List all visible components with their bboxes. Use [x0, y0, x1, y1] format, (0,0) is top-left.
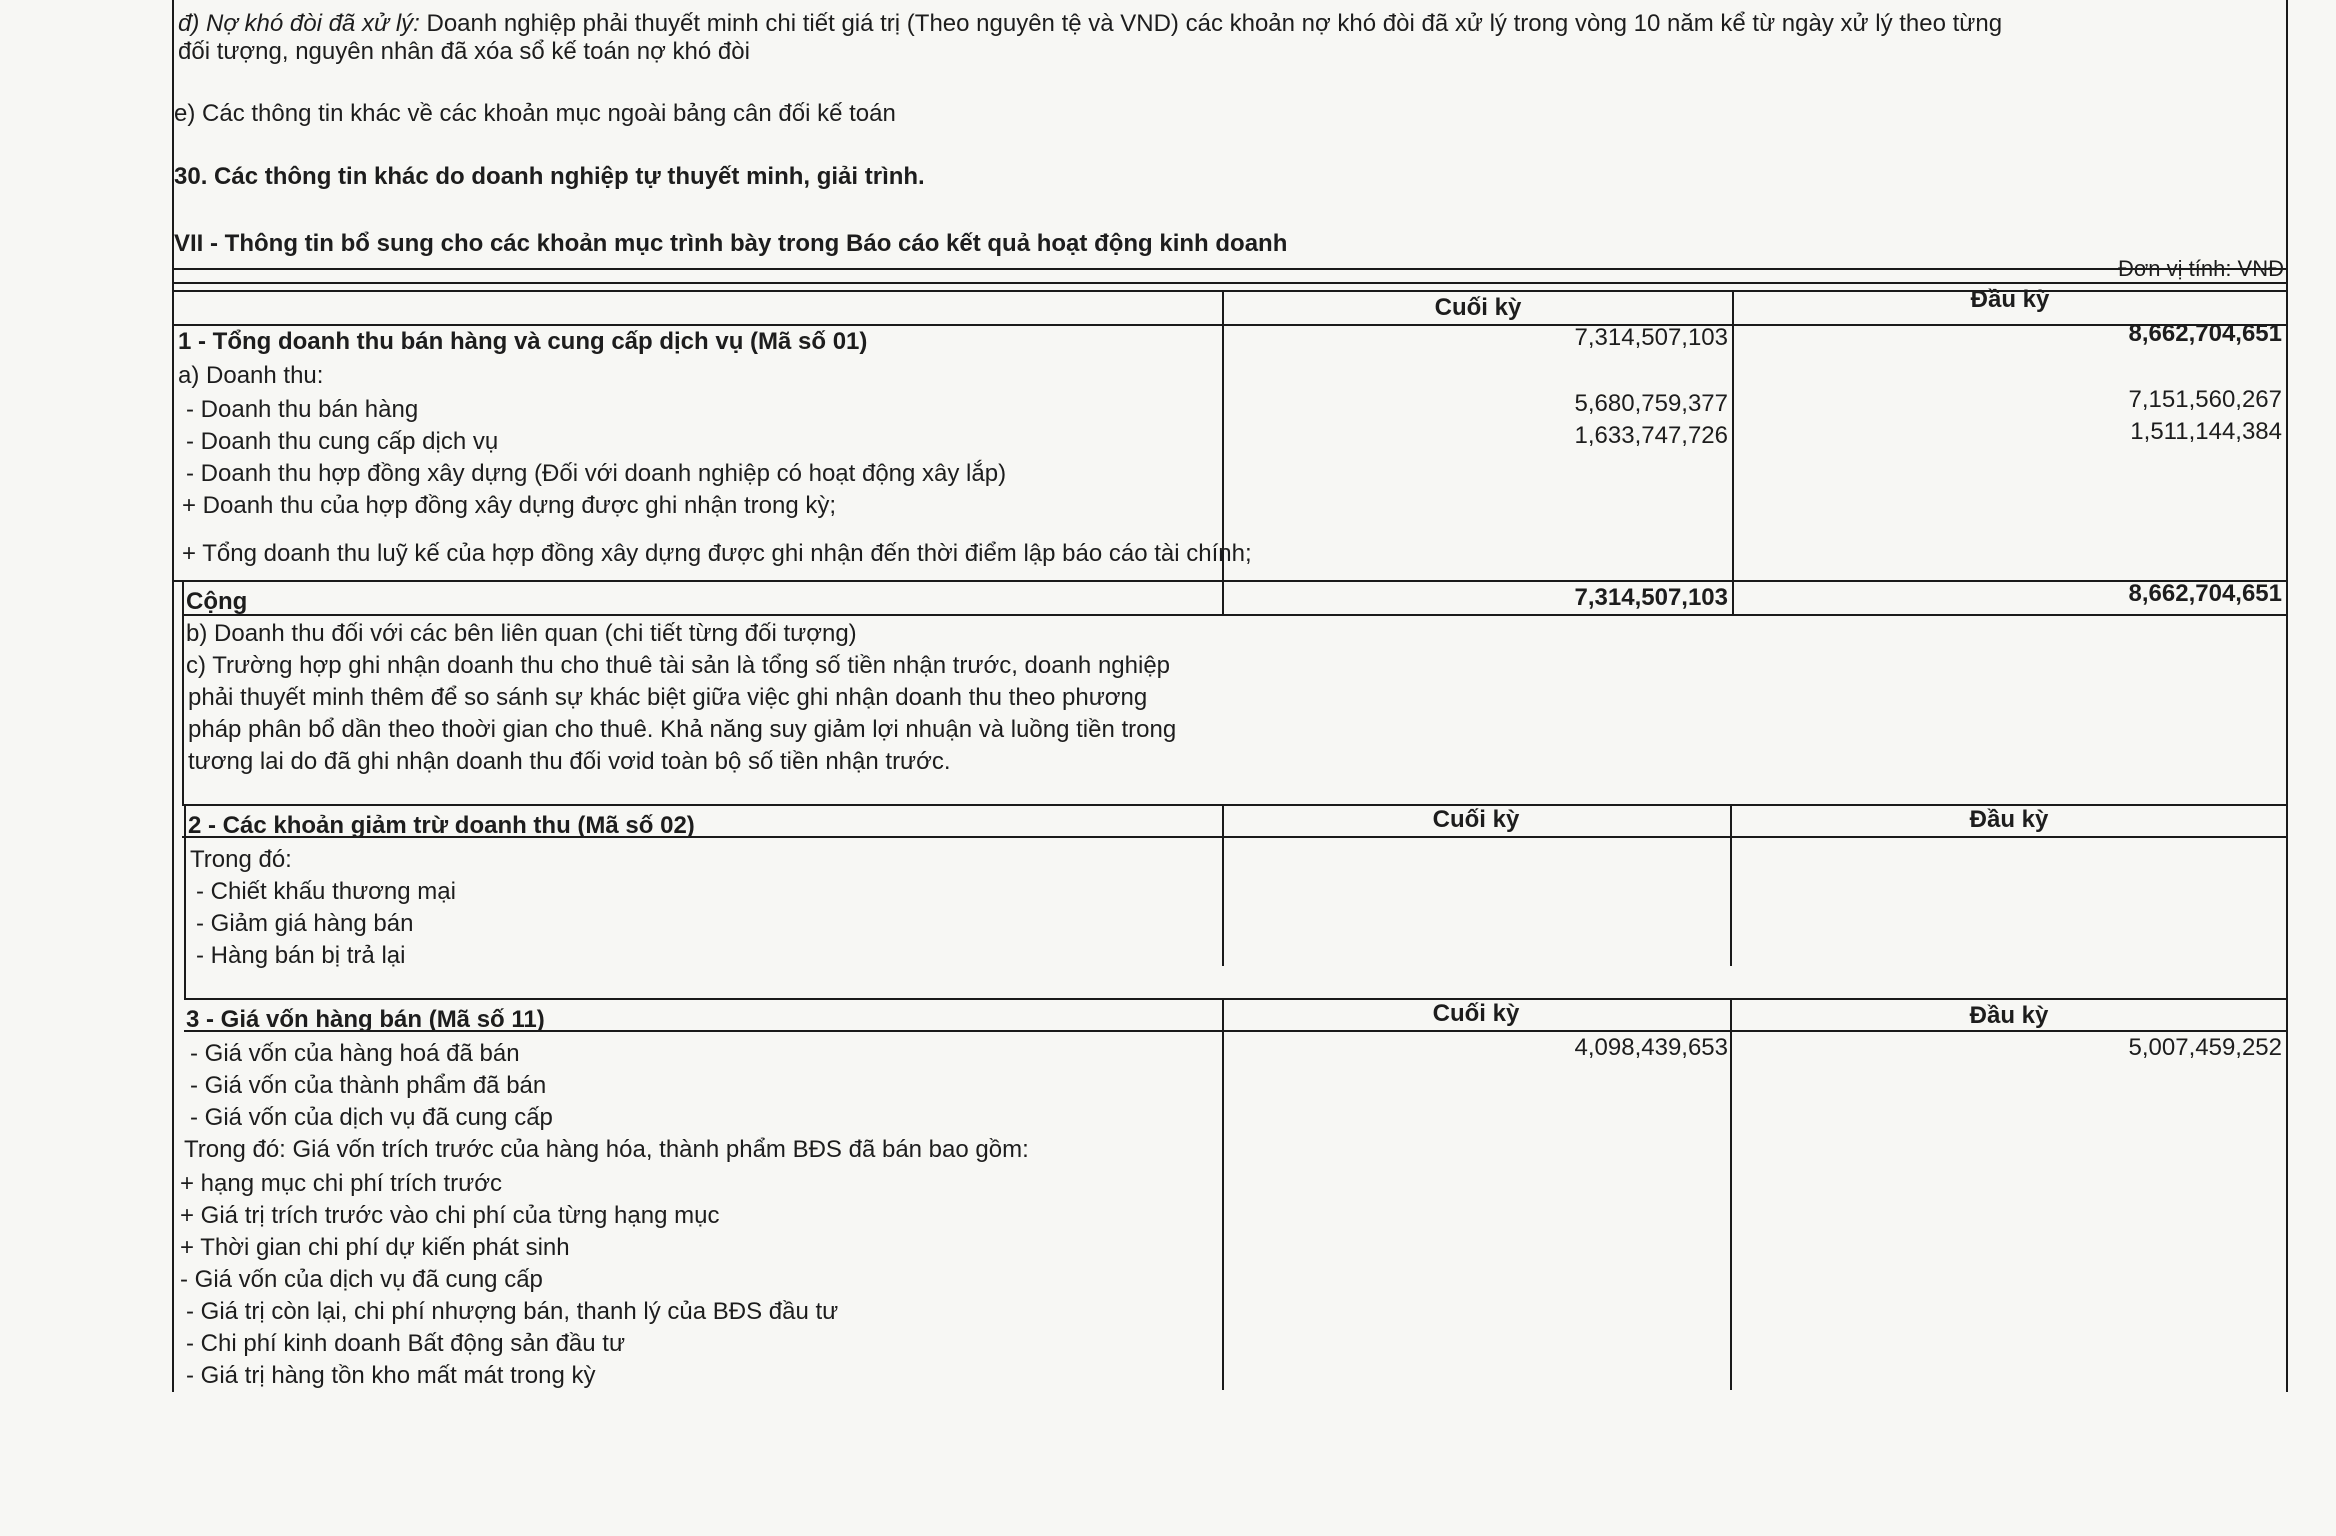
item-d-line1 [178, 10, 2002, 38]
s2-row: - Hàng bán bị trả lại [196, 942, 406, 969]
s3-row-label: + hạng mục chi phí trích trước [180, 1170, 502, 1197]
s1-total-end-value: 7,314,507,103 [1574, 584, 1728, 611]
s3-col-header-end: Cuối kỳ [1432, 1000, 1520, 1027]
s2-row: Trong đó: [190, 846, 292, 873]
s1-total-begin-value: 8,662,704,651 [2128, 580, 2282, 607]
rule-top-2 [172, 282, 2288, 284]
s3-row-label: + Thời gian chi phí dự kiến phát sinh [180, 1234, 570, 1261]
section-30-heading: 30. Các thông tin khác do doanh nghiệp tự thuyết minh, giải trình. [174, 163, 925, 190]
s1-note-b: b) Doanh thu đối với các bên liên quan (chi tiết từng đối tượng) [186, 620, 857, 647]
section-vii-heading: VII - Thông tin bổ sung cho các khoản mục trình bày trong Báo cáo kết quả hoạt động kinh doanh [174, 230, 1288, 257]
s1-note-c-line: c) Trường hợp ghi nhận doanh thu cho thuê tài sản là tổng số tiền nhận trước, doanh nghiệp [186, 652, 1171, 679]
s1-row-label: + Doanh thu của hợp đồng xây dựng được ghi nhận trong kỳ; [182, 492, 837, 519]
s1-revenue-label: a) Doanh thu: [178, 362, 324, 389]
s3-row-label: - Giá vốn của thành phẩm đã bán [190, 1072, 547, 1099]
s1-row-begin-value: 1,511,144,384 [2130, 418, 2282, 445]
s3-title: 3 - Giá vốn hàng bán (Mã số 11) [186, 1006, 545, 1033]
s3-row-label: Trong đó: Giá vốn trích trước của hàng hóa, thành phẩm BĐS đã bán bao gồm: [184, 1136, 1029, 1163]
s3-row-label: - Giá trị hàng tồn kho mất mát trong kỳ [186, 1362, 596, 1389]
s2-row: - Giảm giá hàng bán [196, 910, 414, 937]
s2-col-header-begin: Đầu kỳ [1969, 806, 2049, 833]
s1-row-label: - Doanh thu bán hàng [186, 396, 419, 423]
outer-right-border [2286, 0, 2288, 1392]
item-d-prefix: đ) Nợ khó đòi đã xử lý: [178, 10, 420, 37]
s1-title-begin-value: 8,662,704,651 [2128, 320, 2282, 347]
s1-row-label: - Doanh thu cung cấp dịch vụ [186, 428, 499, 455]
s1-row-begin-value: 7,151,560,267 [2128, 386, 2282, 413]
s3-row-end-value: 4,098,439,653 [1574, 1034, 1728, 1061]
s1-inner-left-border [182, 580, 184, 806]
s3-row-label: - Chi phí kinh doanh Bất động sản đầu tư [186, 1330, 626, 1357]
s1-note-c-line: tương lai do đã ghi nhận doanh thu đối vơid toàn bộ số tiền nhận trước. [188, 748, 951, 775]
item-d-line2: đối tượng, nguyên nhân đã xóa sổ kế toán nợ khó đòi [178, 38, 750, 65]
s2-row: - Chiết khấu thương mại [196, 878, 456, 905]
s1-row-label: + Tổng doanh thu luỹ kế của hợp đồng xây dựng được ghi nhận đến thời điểm lập báo cáo tài chính; [182, 540, 1252, 567]
s2-left-border [184, 804, 186, 1000]
s3-row-label: + Giá trị trích trước vào chi phí của từng hạng mục [180, 1202, 720, 1229]
s1-note-c-line: phải thuyết minh thêm để so sánh sự khác biệt giữa việc ghi nhận doanh thu theo phương [188, 684, 1148, 711]
s2-title: 2 - Các khoản giảm trừ doanh thu (Mã số 02) [188, 812, 695, 839]
s3-col-header-begin: Đầu kỳ [1969, 1002, 2049, 1029]
s3-row-begin-value: 5,007,459,252 [2128, 1034, 2282, 1061]
item-e: e) Các thông tin khác về các khoản mục ngoài bảng cân đối kế toán [174, 100, 896, 127]
s3-row-label: - Giá vốn của hàng hoá đã bán [190, 1040, 520, 1067]
s1-total-label: Cộng [186, 588, 248, 615]
s1-col-header-begin: Đầu kỳ [1970, 286, 2050, 313]
s1-row-label: - Doanh thu hợp đồng xây dựng (Đối với doanh nghiệp có hoạt động xây lắp) [186, 460, 1007, 487]
s1-title-end-value: 7,314,507,103 [1574, 324, 1728, 351]
s1-row-end-value: 1,633,747,726 [1574, 422, 1728, 449]
unit-label: Đơn vị tính: VNĐ [2117, 256, 2284, 281]
s3-row-label: - Giá vốn của dịch vụ đã cung cấp [190, 1104, 553, 1131]
s1-total-bottom-rule [182, 614, 2288, 616]
s1-col-header-end: Cuối kỳ [1434, 294, 1522, 321]
s1-row-end-value: 5,680,759,377 [1574, 390, 1728, 417]
item-d-text: Doanh nghiệp phải thuyết minh chi tiết giá trị (Theo nguyên tệ và VND) các khoản nợ khó đòi đã xử lý trong vòng 10 năm kể từ ngày xử lý theo từng [426, 10, 2003, 37]
s3-row-label: - Giá vốn của dịch vụ đã cung cấp [180, 1266, 543, 1293]
s2-col-header-end: Cuối kỳ [1432, 806, 1520, 833]
s3-row-label: - Giá trị còn lại, chi phí nhượng bán, thanh lý của BĐS đầu tư [186, 1298, 839, 1325]
s1-note-c-line: pháp phân bổ dần theo thoời gian cho thuê. Khả năng suy giảm lợi nhuận và luồng tiền trong [188, 716, 1177, 743]
rule-top-1 [172, 268, 2288, 270]
outer-left-border [172, 0, 174, 1392]
s1-title: 1 - Tổng doanh thu bán hàng và cung cấp dịch vụ (Mã số 01) [178, 328, 868, 355]
